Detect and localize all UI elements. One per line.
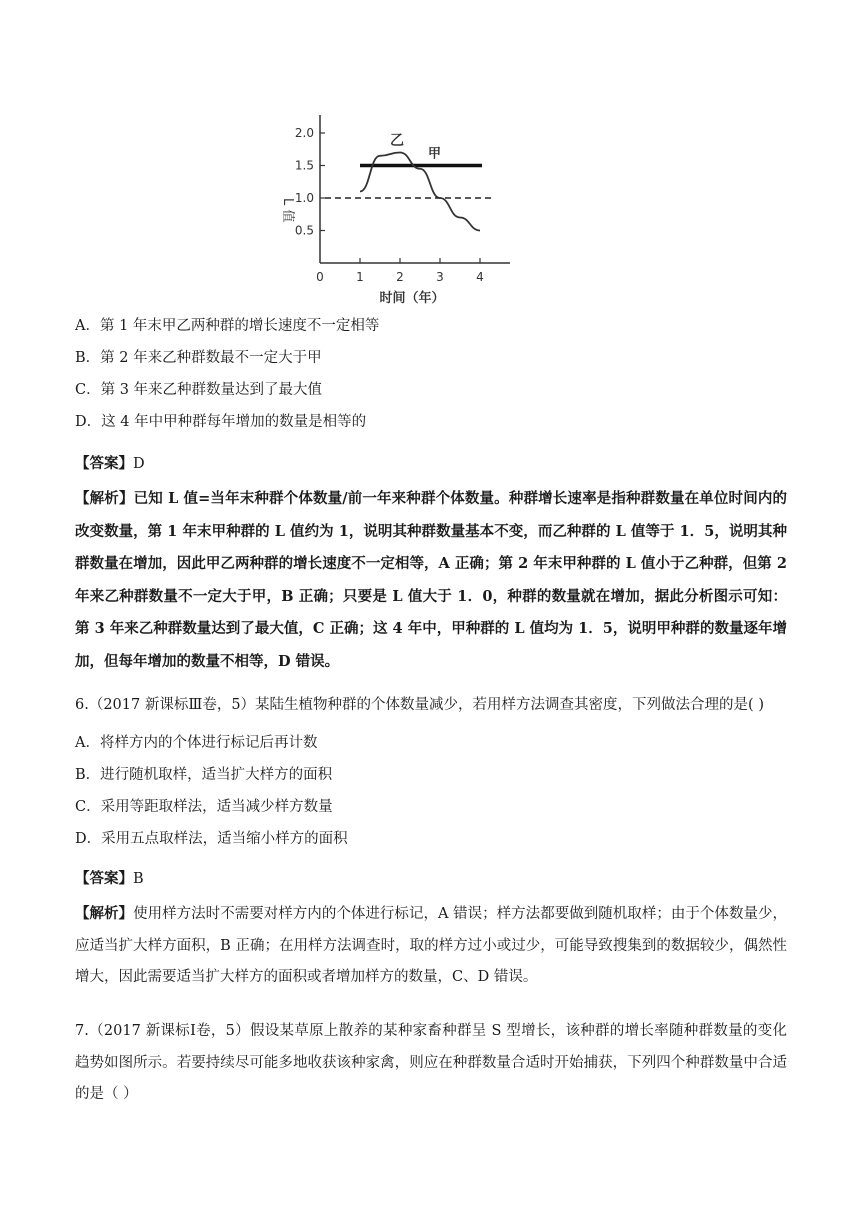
q6-analysis bbox=[75, 899, 787, 994]
q6-stem: 6.（2017 新课标Ⅲ卷，5）某陆生植物种群的个体数量减少，若用样方法调查其密度，下列做法合理的是( ) bbox=[75, 697, 764, 713]
y-tick-label: 1.0 bbox=[294, 191, 314, 205]
q6-option-c: C．采用等距取样法，适当减少样方数量 bbox=[75, 799, 333, 815]
q6-answer-label: 【答案】 bbox=[75, 871, 133, 887]
l-value-chart bbox=[270, 110, 520, 310]
q6-option-a: A．将样方内的个体进行标记后再计数 bbox=[75, 735, 318, 751]
q5-option-d: D．这 4 年中甲种群每年增加的数量是相等的 bbox=[75, 414, 367, 430]
chart-axes bbox=[320, 115, 510, 263]
q5-analysis-text: 已知 L 值=当年末种群个体数量/前一年来种群个体数量。种群增长速率是指种群数量在单位时间内的改变数量，第 1 年末甲种群的 L 值约为 1，说明其种群数量基本不变，而乙种群的 L 值等于 1．5，说明其种群数量在增加，因此甲乙两种群的增长速度不一定相等，A 正确；第 2 年末甲种群的 L 值小于乙种群，但第 2 年来乙种群数量不一定大于甲，B 正确；只要是 L 值大于 1．0，种群的数量就在增加，据此分析图示可知：第 3 年来乙种群数量达到了最大值，C 正确；这 4 年中，甲种群的 L 值均为 1．5，说明甲种群的数量逐年增加，但每年增加的数量不相等，D 错误。 bbox=[75, 490, 787, 670]
x-tick-label: 1 bbox=[356, 270, 364, 284]
q5-analysis bbox=[75, 483, 787, 678]
y-tick-label: 1.5 bbox=[294, 158, 314, 173]
y-axis-label: L 值 bbox=[280, 198, 295, 223]
x-tick-label: 2 bbox=[396, 270, 404, 284]
x-tick-label: 0 bbox=[316, 270, 324, 284]
q6-answer bbox=[75, 869, 144, 889]
q6-option-d: D．采用五点取样法，适当缩小样方的面积 bbox=[75, 831, 348, 847]
x-tick-label: 3 bbox=[436, 270, 444, 284]
series-jia-label: 甲 bbox=[428, 146, 442, 162]
q5-option-a: A．第 1 年末甲乙两种群的增长速度不一定相等 bbox=[75, 318, 380, 334]
q6-analysis-text: 使用样方法时不需要对样方内的个体进行标记，A 错误；样方法都要做到随机取样；由于个体数量少，应适当扩大样方面积，B 正确；在用样方法调查时，取的样方过小或过少，可能导致搜集到的数据较少，偶然性增大，因此需要适当扩大样方的面积或者增加样方的数量，C、D 错误。 bbox=[75, 906, 787, 985]
q5-option-c: C．第 3 年来乙种群数量达到了最大值 bbox=[75, 382, 323, 398]
q6-analysis-label: 【解析】 bbox=[75, 906, 134, 922]
q5-analysis-label: 【解析】 bbox=[75, 491, 134, 507]
chart-marks bbox=[325, 133, 492, 231]
y-tick-label: 2.0 bbox=[294, 126, 314, 140]
q5-answer-value: D bbox=[133, 456, 145, 472]
chart-ticks bbox=[295, 126, 484, 284]
x-tick-label: 4 bbox=[476, 270, 484, 284]
q6-option-b: B．进行随机取样，适当扩大样方的面积 bbox=[75, 767, 333, 783]
x-axis-label: 时间（年） bbox=[379, 291, 445, 306]
q5-answer-label: 【答案】 bbox=[75, 456, 133, 472]
y-tick-label: 0.5 bbox=[294, 223, 314, 238]
series-yi-label: 乙 bbox=[390, 132, 404, 149]
q7-stem: 7.（2017 新课标Ⅰ卷，5）假设某草原上散养的某种家畜种群呈 S 型增长，该种群的增长率随种群数量的变化趋势如图所示。若要持续尽可能多地收获该种家禽，则应在种群数量合适时开始捕获，下列四个种群数量中合适的是（ ） bbox=[75, 1023, 787, 1102]
q5-option-b: B．第 2 年来乙种群数最不一定大于甲 bbox=[75, 350, 322, 366]
q5-answer bbox=[75, 454, 145, 474]
q6-answer-value: B bbox=[133, 871, 144, 887]
